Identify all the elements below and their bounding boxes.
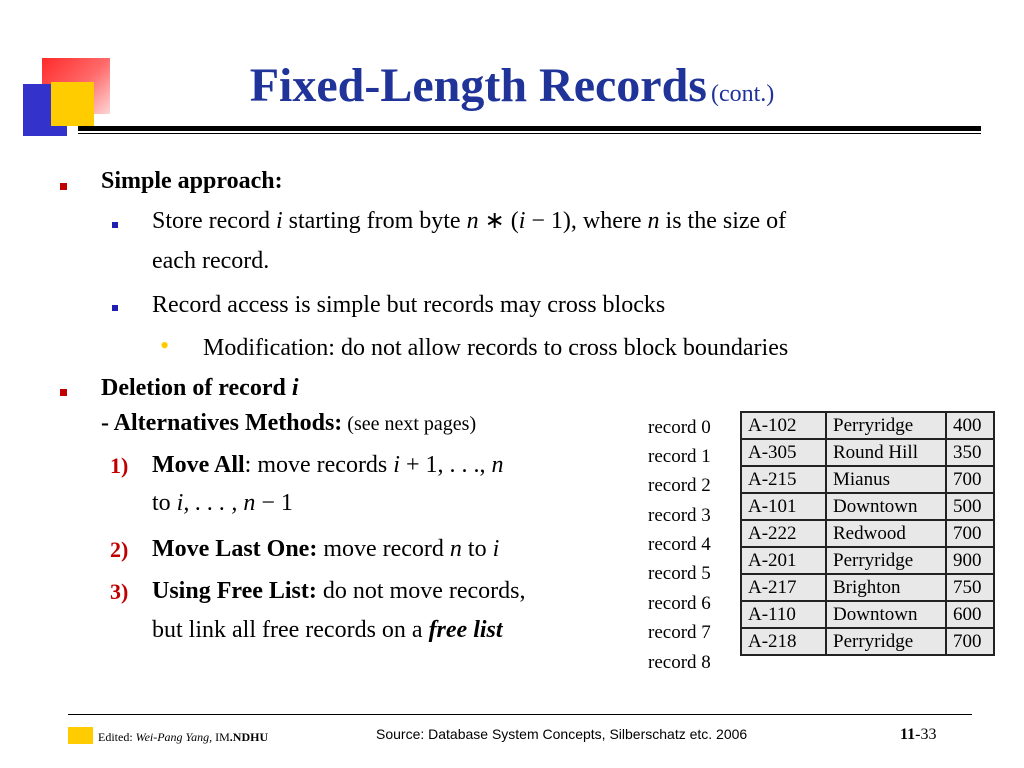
text-part: : move records — [244, 452, 394, 478]
title-rule-thin — [78, 133, 981, 134]
amount-cell: 700 — [946, 520, 994, 547]
text-part: i — [176, 490, 184, 516]
deletion-heading — [101, 373, 299, 403]
account-id-cell: A-305 — [741, 439, 826, 466]
text-part: n — [647, 208, 660, 234]
table-row — [741, 628, 994, 655]
table-row — [741, 601, 994, 628]
text-part: free list — [428, 617, 503, 643]
method-move-last-one — [152, 534, 499, 564]
account-id-cell: A-101 — [741, 493, 826, 520]
title-rule-thick — [78, 126, 981, 131]
method-move-all — [152, 450, 504, 480]
footer-logo — [68, 727, 93, 744]
alternatives-heading — [101, 408, 476, 438]
text-part: − 1), where — [525, 208, 648, 234]
text-part: (see next pages) — [342, 413, 477, 435]
text-part: .NDHU — [229, 730, 269, 744]
footer-source: Source: Database System Concepts, Silberschatz etc. 2006 — [376, 726, 748, 742]
account-id-cell: A-201 — [741, 547, 826, 574]
amount-cell: 600 — [946, 601, 994, 628]
text-part: i — [275, 208, 283, 234]
text-part: Store record — [152, 208, 276, 234]
table-row — [741, 520, 994, 547]
text-part: -33 — [915, 726, 937, 743]
text-part: n — [449, 536, 462, 562]
text-part: n — [466, 208, 479, 234]
page-number — [900, 726, 936, 744]
bullet-square-icon — [112, 222, 118, 228]
table-row — [741, 547, 994, 574]
table-row — [741, 574, 994, 601]
account-id-cell: A-218 — [741, 628, 826, 655]
branch-cell: Perryridge — [826, 628, 946, 655]
amount-cell: 500 — [946, 493, 994, 520]
account-id-cell: A-217 — [741, 574, 826, 601]
record-label: record 7 — [648, 622, 711, 643]
branch-cell: Redwood — [826, 520, 946, 547]
text-part: to — [461, 536, 493, 562]
method-number: 2) — [110, 537, 129, 562]
method-free-list — [152, 576, 526, 606]
table-row — [741, 493, 994, 520]
records-table — [740, 411, 995, 656]
text-part: Using Free List: — [152, 578, 317, 604]
modification-text: Modification: do not allow records to cross block boundaries — [203, 335, 789, 361]
slide-title — [0, 59, 1024, 112]
text-part: Wei-Pang Yang, — [135, 730, 213, 744]
title-main: Fixed-Length Records — [249, 59, 707, 112]
branch-cell: Downtown — [826, 601, 946, 628]
text-part: Deletion of record — [101, 375, 292, 401]
bullet-square-icon — [112, 305, 118, 311]
record-label: record 6 — [648, 593, 711, 614]
text-part: n — [243, 490, 256, 516]
table-row — [741, 439, 994, 466]
record-label: record 4 — [648, 534, 711, 555]
record-label: record 8 — [648, 652, 711, 673]
amount-cell: 750 — [946, 574, 994, 601]
text-part: do not move records, — [316, 578, 526, 604]
branch-cell: Downtown — [826, 493, 946, 520]
footer-rule — [68, 714, 972, 715]
text-part: 11 — [900, 726, 916, 743]
branch-cell: Perryridge — [826, 547, 946, 574]
method-number: 1) — [110, 453, 129, 478]
account-id-cell: A-222 — [741, 520, 826, 547]
method-move-all-line2 — [152, 488, 293, 518]
record-access-text: Record access is simple but records may cross blocks — [152, 292, 666, 318]
text-part: ∗ ( — [478, 208, 519, 234]
amount-cell: 700 — [946, 466, 994, 493]
text-part: move record — [317, 536, 450, 562]
text-part: + 1, . . ., — [399, 452, 492, 478]
bullet-dot-icon: • — [160, 331, 170, 360]
branch-cell: Brighton — [826, 574, 946, 601]
amount-cell: 400 — [946, 412, 994, 439]
text-part: i — [393, 452, 400, 478]
account-id-cell: A-110 — [741, 601, 826, 628]
text-part: n — [491, 452, 504, 478]
amount-cell: 900 — [946, 547, 994, 574]
text-part: IM — [212, 730, 230, 744]
text-part: i — [518, 208, 526, 234]
record-label: record 5 — [648, 563, 711, 584]
text-part: , . . . , — [183, 490, 244, 516]
branch-cell: Perryridge — [826, 412, 946, 439]
amount-cell: 700 — [946, 628, 994, 655]
title-sub: (cont.) — [710, 81, 775, 107]
record-label: record 2 — [648, 475, 711, 496]
amount-cell: 350 — [946, 439, 994, 466]
branch-cell: Mianus — [826, 466, 946, 493]
store-record-text — [152, 206, 786, 236]
table-row — [741, 466, 994, 493]
record-label: record 1 — [648, 446, 711, 467]
account-id-cell: A-215 — [741, 466, 826, 493]
text-part: − 1 — [255, 490, 293, 516]
text-part: i — [291, 375, 299, 401]
text-part: Move All — [152, 452, 245, 478]
text-part: to — [152, 490, 177, 516]
footer-edited — [98, 730, 268, 745]
text-part: i — [492, 536, 500, 562]
record-label: record 3 — [648, 505, 711, 526]
bullet-square-icon — [60, 183, 67, 190]
simple-approach-heading: Simple approach: — [101, 168, 283, 194]
method-number: 3) — [110, 579, 129, 604]
bullet-square-icon — [60, 389, 67, 396]
account-id-cell: A-102 — [741, 412, 826, 439]
record-label: record 0 — [648, 417, 711, 438]
text-part: Move Last One: — [152, 536, 318, 562]
text-part: starting from byte — [282, 208, 467, 234]
text-part: - Alternatives Methods: — [101, 410, 343, 436]
branch-cell: Round Hill — [826, 439, 946, 466]
text-part: but link all free records on a — [152, 617, 429, 643]
method-free-list-line2 — [152, 615, 503, 645]
store-record-text-line2: each record. — [152, 248, 270, 274]
text-part: is the size of — [659, 208, 787, 234]
table-row — [741, 412, 994, 439]
text-part: Edited: — [98, 730, 136, 744]
